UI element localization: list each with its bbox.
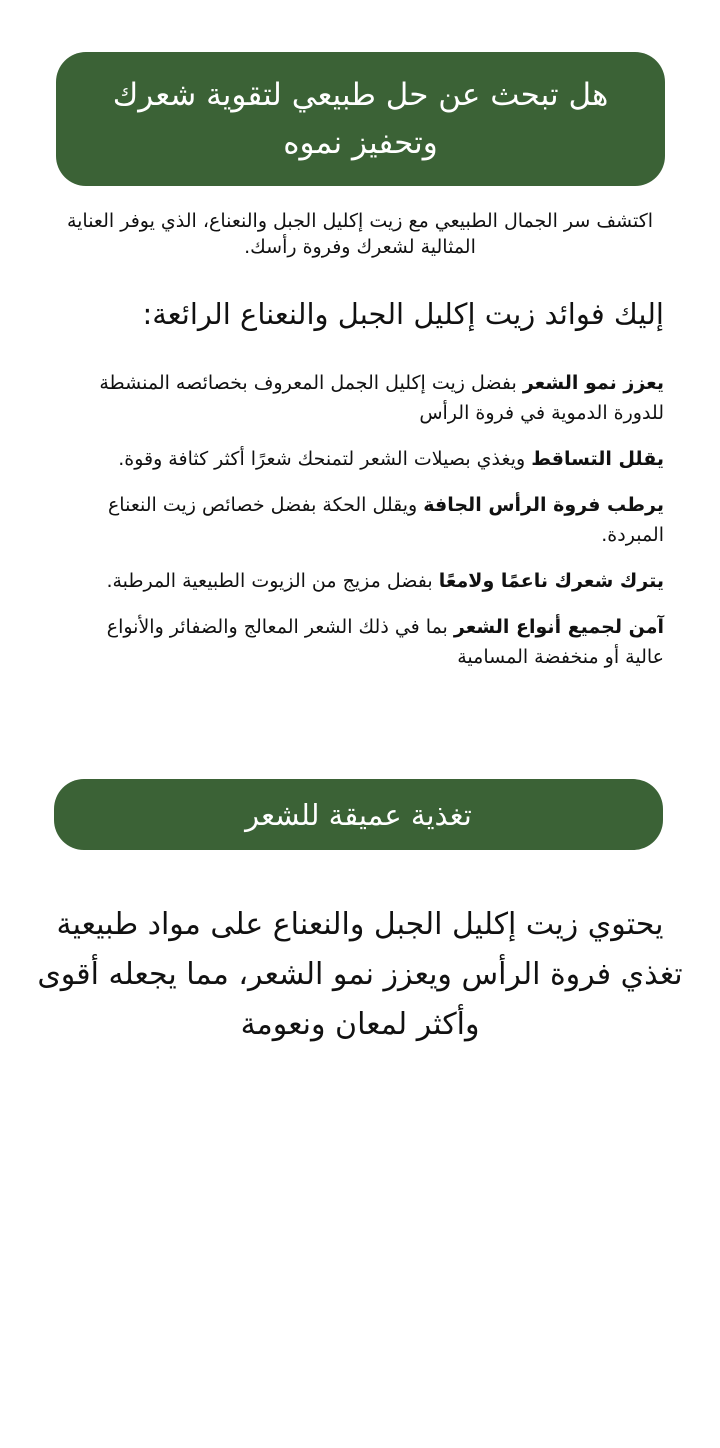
benefit-title: يقلل التساقط: [531, 448, 664, 470]
benefit-description: ويغذي بصيلات الشعر لتمنحك شعرًا أكثر كثافة وقوة.: [118, 448, 532, 470]
benefit-item: [64, 368, 664, 428]
benefit-description: بفضل زيت إكليل الجمل المعروف بخصائصه المنشطة للدورة الدموية في فروة الرأس: [99, 372, 664, 424]
benefits-list: [64, 368, 664, 688]
headline-banner: [56, 52, 665, 186]
benefit-description: بفضل مزيج من الزيوت الطبيعية المرطبة.: [106, 570, 439, 592]
closing-paragraph: يحتوي زيت إكليل الجبل والنعناع على مواد طبيعية تغذي فروة الرأس ويعزز نمو الشعر، مما يجعله أقوى وأكثر لمعان ونعومة: [37, 907, 683, 1042]
headline-text: هل تبحث عن حل طبيعي لتقوية شعرك وتحفيز نموه: [112, 77, 609, 161]
benefit-item: [64, 566, 664, 596]
benefit-title: يعزز نمو الشعر: [522, 372, 664, 394]
benefit-item: [64, 612, 664, 672]
benefit-item: [64, 444, 664, 474]
benefit-title: يرطب فروة الرأس الجافة: [423, 494, 664, 516]
benefits-heading: إليك فوائد زيت إكليل الجبل والنعناع الرائعة:: [142, 297, 664, 331]
benefit-description: بما في ذلك الشعر المعالج والضفائر والأنواع عالية أو منخفضة المسامية: [106, 616, 664, 668]
benefit-title: آمن لجميع أنواع الشعر: [453, 616, 664, 638]
benefit-description: ويقلل الحكة بفضل خصائص زيت النعناع المبردة.: [107, 494, 664, 546]
nourish-banner-text: تغذية عميقة للشعر: [245, 797, 472, 832]
nourish-banner: [54, 779, 663, 850]
intro-paragraph: اكتشف سر الجمال الطبيعي مع زيت إكليل الجبل والنعناع، الذي يوفر العناية المثالية لشعرك وفروة رأسك.: [66, 210, 654, 258]
benefit-title: يترك شعرك ناعمًا ولامعًا: [438, 570, 664, 592]
benefit-item: [64, 490, 664, 550]
